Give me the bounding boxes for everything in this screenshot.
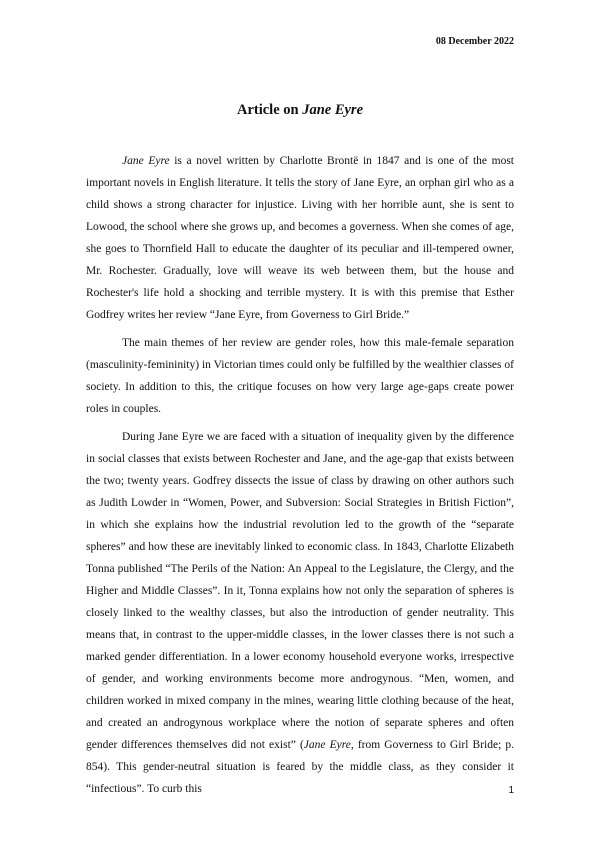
- article-body: [86, 150, 514, 806]
- article-title: [0, 102, 600, 119]
- body-paragraph: [86, 150, 514, 326]
- title-book-name: Jane Eyre: [302, 102, 364, 118]
- paragraph-text: is a novel written by Charlotte Brontë in 1847 and is one of the most important novels in English literature. It tells the story of Jane Eyre, an orphan girl who as a child shows a strong character for injustice. Living with her horrible aunt, she is sent to Lowood, the school where she grows up, and becomes a governess. When she comes of age, she goes to Thornfield Hall to educate the daughter of its peculiar and ill-tempered owner, Mr. Rochester. Gradually, love will weave its web between them, but the house and Rochester's life hold a shocking and terrible mystery. It is with this premise that Esther Godfrey writes her review “Jane Eyre, from Governess to Girl Bride.”: [86, 155, 515, 321]
- title-prefix: Article on: [236, 102, 303, 118]
- paragraph-text: During Jane Eyre we are faced with a situation of inequality given by the difference in social classes that exists between Rochester and Jane, and the age-gap that exists between the two; twenty years. Godfrey dissects the issue of class by drawing on other authors such as Judith Lowder in “Women, Power, and Subversion: Social Strategies in British Fiction”, in which she explains how the industrial revolution led to the growth of the “separate spheres” and how these are inevitably linked to economic class. In 1843, Charlotte Elizabeth Tonna published “The Perils of the Nation: An Appeal to the Legislature, the Clergy, and the Higher and Middle Classes”. In it, Tonna explains how not only the separation of spheres is closely linked to the wealthy classes, but also the introduction of gender neutrality. This means that, in contrast to the upper-middle classes, in the lower classes there is not such a marked gender differentiation. In a lower economy household everyone works, irrespective of gender, and working environments become more androgynous. “Men, women, and children worked in mixed company in the mines, wearing little clothing because of the heat, and created an androgynous workplace where the notion of separate spheres and often gender differences themselves did not exist” (: [86, 431, 514, 751]
- paragraph-text: , from Governess to Girl Bride; p. 854). This gender-neutral situation is feared by the middle class, as they consider it “infectious”. To curb this: [86, 739, 514, 795]
- page-number: 1: [508, 785, 514, 796]
- italic-title-text: Jane Eyre: [303, 739, 351, 751]
- body-paragraph: [86, 332, 514, 420]
- paragraph-text: The main themes of her review are gender roles, how this male-female separation (masculinity-femininity) in Victorian times could only be fulfilled by the wealthier classes of society. In addition to this, the critique focuses on how very large age-gaps create power roles in couples.: [86, 337, 514, 415]
- document-date: 08 December 2022: [435, 36, 514, 47]
- body-paragraph: [86, 426, 514, 800]
- italic-title-text: Jane Eyre: [122, 155, 170, 167]
